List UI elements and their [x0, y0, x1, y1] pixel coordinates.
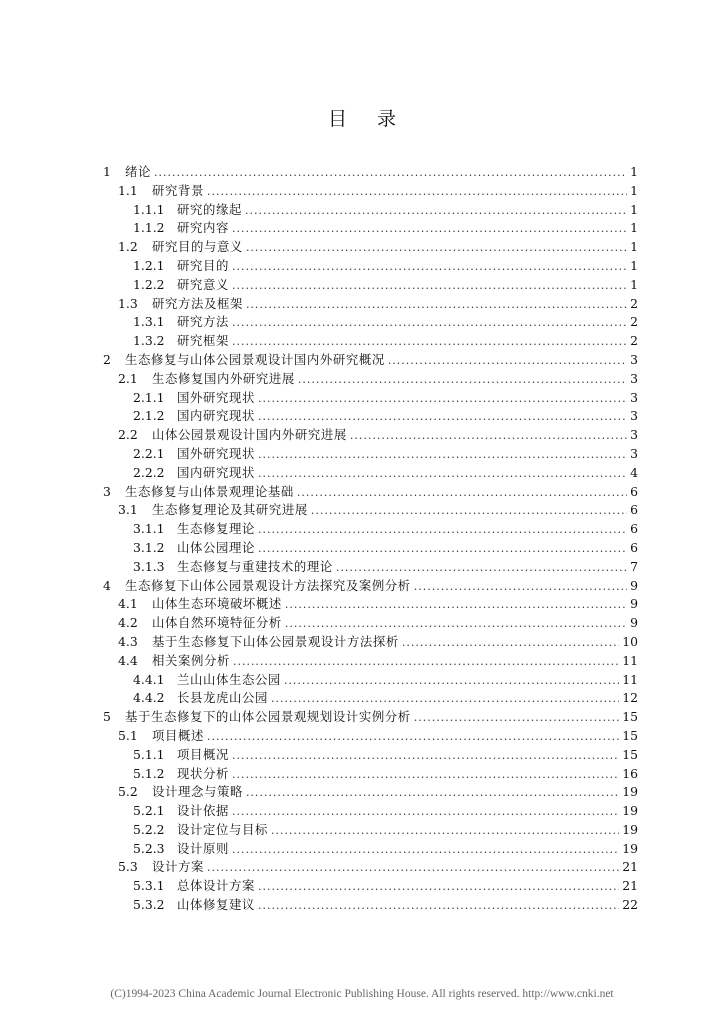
copyright-footer: (C)1994-2023 China Academic Journal Electronic Publishing House. All rights reserved. http://www.cnki.net [110, 988, 614, 1000]
toc-entry-page: 15 [622, 746, 638, 762]
toc-entry-number: 5 [103, 709, 111, 725]
toc-entry-number: 5.2 [118, 784, 138, 800]
toc-leader-dots [350, 427, 627, 446]
toc-leader-dots [154, 164, 627, 183]
toc-leader-dots [233, 653, 619, 672]
toc-entry[interactable] [0, 407, 724, 426]
toc-entry[interactable] [0, 219, 724, 238]
toc-entry-page: 19 [622, 840, 638, 856]
toc-entry-page: 19 [622, 803, 638, 819]
toc-entry[interactable] [0, 652, 724, 671]
toc-entry-number: 2.1.2 [133, 408, 165, 424]
toc-leader-dots [245, 202, 627, 221]
toc-entry-number: 1.1.1 [133, 201, 165, 217]
toc-leader-dots [232, 258, 627, 277]
toc-entry[interactable] [0, 520, 724, 539]
toc-entry-page: 1 [630, 239, 638, 255]
toc-entry[interactable] [0, 821, 724, 840]
toc-entry[interactable] [0, 426, 724, 445]
toc-entry-title: 长县龙虎山公园 [177, 690, 268, 706]
toc-entry[interactable] [0, 501, 724, 520]
toc-entry-title: 山体自然环境特征分析 [152, 615, 282, 631]
toc-entry[interactable] [0, 445, 724, 464]
toc-leader-dots [258, 878, 619, 897]
toc-entry-title: 基于生态修复下的山体公园景观规划设计实例分析 [125, 709, 411, 725]
toc-leader-dots [258, 446, 627, 465]
toc-entry-title: 生态修复国内外研究进展 [152, 370, 295, 386]
toc-entry-title: 国外研究现状 [177, 445, 255, 461]
toc-entry-title: 相关案例分析 [152, 652, 230, 668]
toc-entry-page: 9 [630, 577, 638, 593]
toc-entry-title: 山体生态环境破坏概述 [152, 596, 282, 612]
toc-entry[interactable] [0, 595, 724, 614]
toc-entry-number: 4.3 [118, 633, 138, 649]
toc-entry-page: 3 [630, 427, 638, 443]
toc-entry-number: 2.2.1 [133, 445, 165, 461]
toc-entry-title: 国内研究现状 [177, 408, 255, 424]
toc-entry-title: 总体设计方案 [177, 878, 255, 894]
toc-leader-dots [207, 183, 627, 202]
toc-entry[interactable] [0, 182, 724, 201]
toc-entry-title: 设计理念与策略 [152, 784, 243, 800]
toc-leader-dots [207, 859, 619, 878]
toc-entry-number: 3.1.3 [133, 558, 165, 574]
toc-leader-dots [388, 352, 627, 371]
toc-entry-title: 山体公园理论 [177, 539, 255, 555]
toc-entry[interactable] [0, 313, 724, 332]
toc-entry-page: 3 [630, 351, 638, 367]
toc-entry[interactable] [0, 783, 724, 802]
toc-entry[interactable] [0, 464, 724, 483]
toc-entry-title: 设计方案 [152, 859, 204, 875]
toc-entry-title: 研究内容 [177, 220, 229, 236]
toc-entry-page: 11 [622, 671, 638, 687]
toc-entry[interactable] [0, 558, 724, 577]
toc-entry[interactable] [0, 765, 724, 784]
toc-entry-page: 16 [622, 765, 638, 781]
toc-entry-page: 22 [622, 897, 638, 913]
toc-entry-number: 4.4 [118, 652, 138, 668]
toc-entry-page: 7 [630, 558, 638, 574]
toc-entry-page: 3 [630, 370, 638, 386]
toc-entry-title: 研究背景 [152, 182, 204, 198]
toc-entry[interactable] [0, 746, 724, 765]
toc-leader-dots [232, 314, 627, 333]
toc-entry-page: 2 [630, 314, 638, 330]
toc-entry-number: 3 [103, 483, 111, 499]
toc-entry-title: 生态修复理论及其研究进展 [152, 502, 308, 518]
toc-entry-title: 生态修复理论 [177, 521, 255, 537]
toc-entry-number: 1.2.1 [133, 257, 165, 273]
toc-entry-page: 15 [622, 709, 638, 725]
toc-leader-dots [285, 596, 627, 615]
toc-entry-number: 1 [103, 164, 111, 179]
toc-entry-number: 3.1.1 [133, 521, 165, 537]
toc-entry-title: 设计定位与目标 [177, 821, 268, 837]
toc-leader-dots [258, 465, 627, 484]
toc-entry[interactable] [0, 295, 724, 314]
toc-entry-title: 生态修复与山体景观理论基础 [125, 483, 294, 499]
toc-entry-number: 5.2.3 [133, 840, 165, 856]
toc-leader-dots [246, 296, 627, 315]
toc-entry-title: 生态修复下山体公园景观设计方法探究及案例分析 [125, 577, 411, 593]
toc-entry-page: 2 [630, 295, 638, 311]
toc-entry-number: 5.1.2 [133, 765, 165, 781]
toc-entry-title: 国外研究现状 [177, 389, 255, 405]
toc-entry-title: 生态修复与山体公园景观设计国内外研究概况 [125, 351, 385, 367]
toc-entry-number: 5.1.1 [133, 746, 165, 762]
toc-entry[interactable] [0, 614, 724, 633]
toc-leader-dots [414, 578, 627, 597]
toc-entry-title: 山体公园景观设计国内外研究进展 [152, 427, 347, 443]
toc-leader-dots [232, 803, 619, 822]
toc-entry-page: 1 [630, 164, 638, 179]
toc-entry-page: 1 [630, 257, 638, 273]
toc-entry-page: 6 [630, 483, 638, 499]
toc-entry[interactable] [0, 332, 724, 351]
toc-entry-page: 2 [630, 333, 638, 349]
toc-entry-page: 3 [630, 389, 638, 405]
toc-entry-page: 19 [622, 784, 638, 800]
toc-entry-page: 4 [630, 464, 638, 480]
toc-leader-dots [258, 390, 627, 409]
toc-entry-page: 9 [630, 596, 638, 612]
toc-entry[interactable] [0, 389, 724, 408]
toc-entry-page: 1 [630, 182, 638, 198]
toc-entry-title: 设计原则 [177, 840, 229, 856]
toc-entry-number: 2.2 [118, 427, 138, 443]
toc-leader-dots [232, 277, 627, 296]
toc-entry-number: 5.1 [118, 727, 138, 743]
toc-entry-number: 2.1.1 [133, 389, 165, 405]
toc-entry[interactable] [0, 201, 724, 220]
toc-entry[interactable] [0, 727, 724, 746]
toc-entry-title: 国内研究现状 [177, 464, 255, 480]
toc-entry-number: 1.3.1 [133, 314, 165, 330]
toc-entry-title: 设计依据 [177, 803, 229, 819]
toc-entry-page: 12 [622, 690, 638, 706]
toc-entry-number: 2.1 [118, 370, 138, 386]
toc-entry-page: 6 [630, 502, 638, 518]
toc-entry-number: 1.2.2 [133, 276, 165, 292]
toc-entry-number: 1.1.2 [133, 220, 165, 236]
table-of-contents [0, 163, 724, 915]
toc-entry[interactable] [0, 877, 724, 896]
toc-entry[interactable] [0, 238, 724, 257]
toc-entry-title: 现状分析 [177, 765, 229, 781]
toc-entry-number: 1.3.2 [133, 333, 165, 349]
toc-entry[interactable] [0, 351, 724, 370]
toc-entry-number: 4 [103, 577, 111, 593]
toc-entry-title: 兰山山体生态公园 [177, 671, 281, 687]
toc-entry-title: 绪论 [125, 164, 151, 179]
toc-entry[interactable] [0, 370, 724, 389]
toc-entry[interactable] [0, 577, 724, 596]
toc-entry[interactable] [0, 802, 724, 821]
toc-leader-dots [284, 672, 619, 691]
toc-entry-number: 4.4.1 [133, 671, 165, 687]
toc-entry-title: 研究意义 [177, 276, 229, 292]
page-title: 目 录 [327, 108, 409, 130]
toc-entry-page: 1 [630, 201, 638, 217]
toc-leader-dots [207, 728, 619, 747]
toc-entry-page: 1 [630, 220, 638, 236]
toc-entry-title: 山体修复建议 [177, 897, 255, 913]
toc-entry-page: 1 [630, 276, 638, 292]
toc-entry[interactable] [0, 708, 724, 727]
toc-entry-number: 5.3.1 [133, 878, 165, 894]
toc-leader-dots [232, 766, 619, 785]
toc-leader-dots [414, 709, 619, 728]
toc-leader-dots [336, 559, 627, 578]
toc-leader-dots [271, 690, 619, 709]
toc-entry[interactable] [0, 257, 724, 276]
toc-entry-title: 研究的缘起 [177, 201, 242, 217]
toc-entry-number: 4.4.2 [133, 690, 165, 706]
toc-entry[interactable] [0, 163, 724, 182]
toc-entry-title: 研究目的 [177, 257, 229, 273]
toc-entry-title: 研究方法 [177, 314, 229, 330]
toc-entry-number: 1.3 [118, 295, 138, 311]
toc-entry[interactable] [0, 483, 724, 502]
toc-leader-dots [232, 747, 619, 766]
toc-entry-page: 21 [622, 859, 638, 875]
toc-leader-dots [232, 333, 627, 352]
toc-entry-page: 10 [622, 633, 638, 649]
toc-entry-page: 3 [630, 408, 638, 424]
toc-entry-title: 研究方法及框架 [152, 295, 243, 311]
toc-entry[interactable] [0, 276, 724, 295]
toc-entry[interactable] [0, 840, 724, 859]
toc-entry-title: 基于生态修复下山体公园景观设计方法探析 [152, 633, 399, 649]
toc-entry-number: 4.2 [118, 615, 138, 631]
toc-entry[interactable] [0, 633, 724, 652]
toc-entry-number: 1.1 [118, 182, 138, 198]
toc-leader-dots [246, 784, 619, 803]
toc-leader-dots [258, 540, 627, 559]
toc-entry-number: 5.3.2 [133, 897, 165, 913]
toc-entry-page: 6 [630, 539, 638, 555]
toc-entry[interactable] [0, 689, 724, 708]
toc-entry[interactable] [0, 858, 724, 877]
toc-entry-number: 4.1 [118, 596, 138, 612]
toc-entry-number: 2 [103, 351, 111, 367]
toc-leader-dots [271, 822, 619, 841]
toc-leader-dots [298, 371, 627, 390]
toc-entry-number: 5.3 [118, 859, 138, 875]
toc-entry-title: 生态修复与重建技术的理论 [177, 558, 333, 574]
toc-entry[interactable] [0, 539, 724, 558]
toc-entry-title: 项目概述 [152, 727, 204, 743]
toc-entry-page: 15 [622, 727, 638, 743]
toc-leader-dots [246, 239, 627, 258]
toc-entry-page: 11 [622, 652, 638, 668]
toc-entry-page: 3 [630, 445, 638, 461]
toc-entry-title: 研究框架 [177, 333, 229, 349]
toc-leader-dots [258, 408, 627, 427]
toc-entry[interactable] [0, 671, 724, 690]
toc-leader-dots [232, 220, 627, 239]
toc-entry-title: 研究目的与意义 [152, 239, 243, 255]
toc-entry-number: 1.2 [118, 239, 138, 255]
toc-entry-page: 9 [630, 615, 638, 631]
toc-entry-page: 19 [622, 821, 638, 837]
toc-leader-dots [258, 521, 627, 540]
toc-entry-number: 3.1.2 [133, 539, 165, 555]
toc-leader-dots [311, 502, 627, 521]
toc-entry-number: 2.2.2 [133, 464, 165, 480]
toc-entry-number: 3.1 [118, 502, 138, 518]
toc-leader-dots [258, 897, 619, 916]
toc-entry-page: 6 [630, 521, 638, 537]
toc-entry-page: 21 [622, 878, 638, 894]
toc-leader-dots [402, 634, 619, 653]
toc-entry-title: 项目概况 [177, 746, 229, 762]
toc-leader-dots [285, 615, 627, 634]
toc-leader-dots [232, 841, 619, 860]
toc-leader-dots [297, 484, 627, 503]
toc-entry-number: 5.2.2 [133, 821, 165, 837]
toc-entry-number: 5.2.1 [133, 803, 165, 819]
toc-entry[interactable] [0, 896, 724, 915]
